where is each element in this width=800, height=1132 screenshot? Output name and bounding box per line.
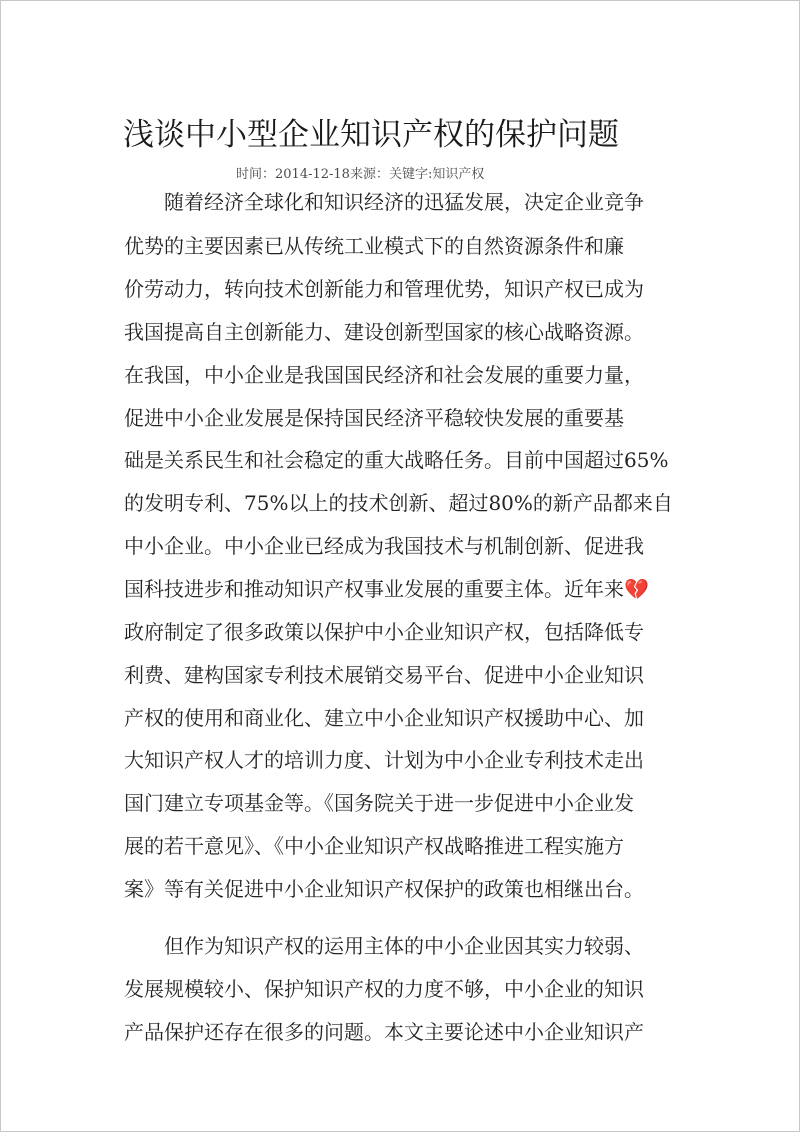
body-line: 础是关系民生和社会稳定的重大战略任务。目前中国超过65%	[124, 448, 669, 472]
body-line: 但作为知识产权的运用主体的中小企业因其实力较弱、	[124, 934, 644, 958]
body-line: 优势的主要因素已从传统工业模式下的自然资源条件和廉	[124, 234, 624, 258]
body-line: 国门建立专项基金等。《国务院关于进一步促进中小企业发	[124, 791, 634, 815]
body-line: 利费、建构国家专利技术展销交易平台、促进中小企业知识	[124, 663, 644, 687]
body-line: 政府制定了很多政策以保护中小企业知识产权，包括降低专	[124, 620, 644, 644]
body-line: 中小企业。中小企业已经成为我国技术与机制创新、促进我	[124, 534, 644, 558]
body-line: 案》等有关促进中小企业知识产权保护的政策也相继出台。	[124, 877, 644, 901]
body-line: 随着经济全球化和知识经济的迅猛发展，决定企业竞争	[124, 190, 644, 214]
body-line: 的发明专利、75%以上的技术创新、超过80%的新产品都来自	[124, 491, 673, 515]
body-line: 价劳动力，转向技术创新能力和管理优势，知识产权已成为	[124, 277, 644, 301]
body-line: 我国提高自主创新能力、建设创新型国家的核心战略资源。	[124, 320, 644, 344]
body-line: 产品保护还存在很多的问题。本文主要论述中小企业知识产	[124, 1020, 644, 1044]
body-line: 展的若干意见》、《中小企业知识产权战略推进工程实施方	[124, 834, 624, 858]
body-line: 大知识产权人才的培训力度、计划为中小企业专利技术走出	[124, 748, 644, 772]
body-line: 发展规模较小、保护知识产权的力度不够，中小企业的知识	[124, 977, 644, 1001]
body-line: 国科技进步和推动知识产权事业发展的重要主体。近年来💔	[124, 577, 649, 601]
document-meta: 时间：2014-12-18来源：关键字:知识产权	[236, 167, 485, 182]
body-line: 在我国，中小企业是我国国民经济和社会发展的重要力量，	[124, 363, 644, 387]
document-title: 浅谈中小型企业知识产权的保护问题	[123, 117, 619, 153]
body-line: 产权的使用和商业化、建立中小企业知识产权援助中心、加	[124, 706, 644, 730]
body-line: 促进中小企业发展是保持国民经济平稳较快发展的重要基	[124, 406, 624, 430]
